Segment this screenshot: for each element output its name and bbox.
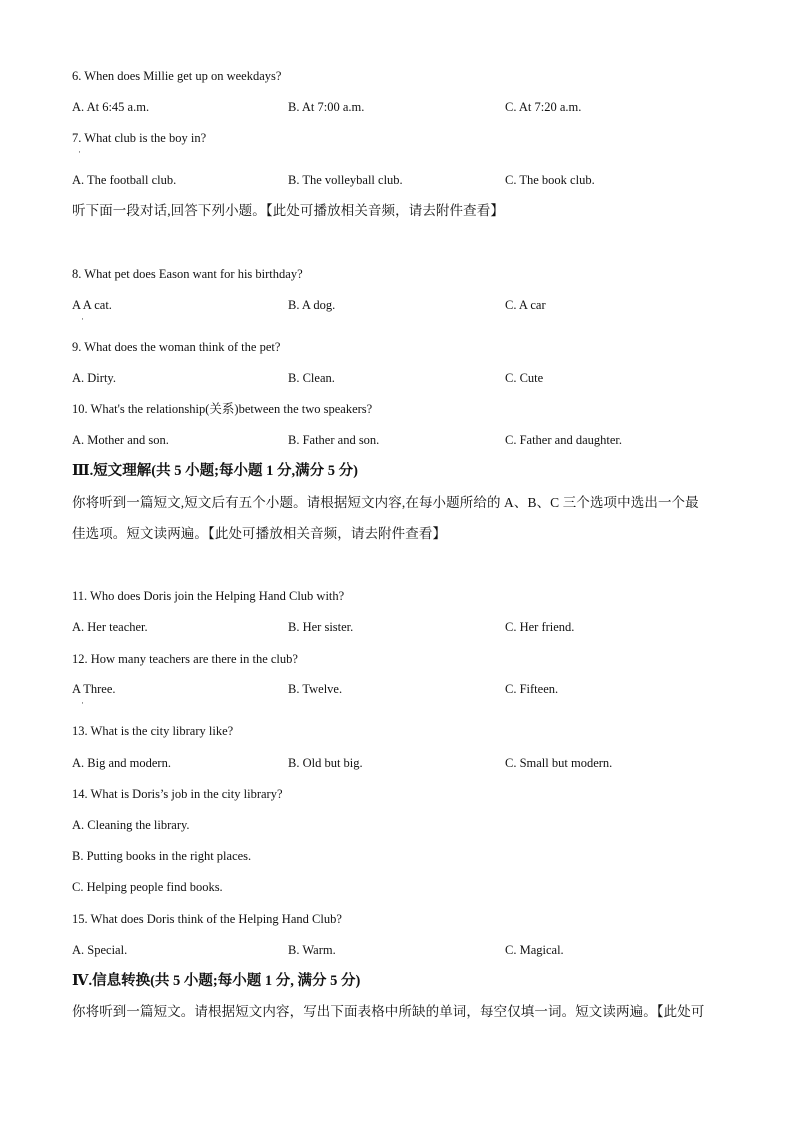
option-9a: A. Dirty. (72, 371, 116, 385)
question-14: 14. What is Doris’s job in the city library? (72, 787, 283, 801)
section-3-instruction-line-1: 你将听到一篇短文,短文后有五个小题。请根据短文内容,在每小题所给的 A、B、C 三个选项中选出一个最 (72, 495, 699, 510)
option-7a: A. The football club. (72, 173, 177, 187)
option-14b: B. Putting books in the right places. (72, 849, 252, 863)
option-9c: C. Cute (505, 371, 544, 385)
question-13: 13. What is the city library like? (72, 724, 234, 738)
option-6a: A. At 6:45 a.m. (72, 100, 150, 114)
option-12c: C. Fifteen. (505, 682, 559, 696)
section-3-instruction-line-2: 佳选项。短文读两遍。【此处可播放相关音频，请去附件查看】 (72, 526, 447, 541)
option-14c: C. Helping people find books. (72, 880, 223, 894)
option-10b: B. Father and son. (288, 433, 380, 447)
option-13c: C. Small but modern. (505, 756, 613, 770)
listening-instruction: 听下面一段对话,回答下列小题。【此处可播放相关音频，请去附件查看】 (72, 203, 504, 218)
option-12a: A Three. (72, 682, 116, 696)
question-10: 10. What's the relationship(关系)between the two speakers? (72, 402, 373, 416)
option-14a: A. Cleaning the library. (72, 818, 190, 832)
option-8a: A A cat. (72, 298, 112, 312)
question-12: 12. How many teachers are there in the club? (72, 652, 298, 666)
stray-dot: · (78, 147, 81, 157)
stray-dot: · (81, 698, 84, 708)
option-15c: C. Magical. (505, 943, 564, 957)
stray-dot: · (81, 314, 84, 324)
option-12b: B. Twelve. (288, 682, 343, 696)
question-9: 9. What does the woman think of the pet? (72, 340, 281, 354)
question-15: 15. What does Doris think of the Helping Hand Club? (72, 912, 342, 926)
option-11c: C. Her friend. (505, 620, 575, 634)
option-8b: B. A dog. (288, 298, 336, 312)
option-15b: B. Warm. (288, 943, 336, 957)
question-6: 6. When does Millie get up on weekdays? (72, 69, 282, 83)
question-11: 11. Who does Doris join the Helping Hand Club with? (72, 589, 345, 603)
option-10a: A. Mother and son. (72, 433, 169, 447)
section-4-heading: Ⅳ.信息转换(共 5 小题;每小题 1 分, 满分 5 分) (72, 973, 361, 989)
option-10c: C. Father and daughter. (505, 433, 622, 447)
question-7: 7. What club is the boy in? (72, 131, 207, 145)
option-7b: B. The volleyball club. (288, 173, 403, 187)
option-6c: C. At 7:20 a.m. (505, 100, 582, 114)
option-7c: C. The book club. (505, 173, 595, 187)
option-9b: B. Clean. (288, 371, 335, 385)
section-3-heading: Ⅲ.短文理解(共 5 小题;每小题 1 分,满分 5 分) (72, 463, 358, 479)
option-8c: C. A car (505, 298, 546, 312)
section-4-instruction-line-1: 你将听到一篇短文。请根据短文内容，写出下面表格中所缺的单词，每空仅填一词。短文读两遍。【此处可 (72, 1004, 705, 1019)
option-13b: B. Old but big. (288, 756, 363, 770)
option-13a: A. Big and modern. (72, 756, 171, 770)
option-15a: A. Special. (72, 943, 128, 957)
question-8: 8. What pet does Eason want for his birthday? (72, 267, 303, 281)
option-6b: B. At 7:00 a.m. (288, 100, 365, 114)
option-11b: B. Her sister. (288, 620, 354, 634)
option-11a: A. Her teacher. (72, 620, 148, 634)
